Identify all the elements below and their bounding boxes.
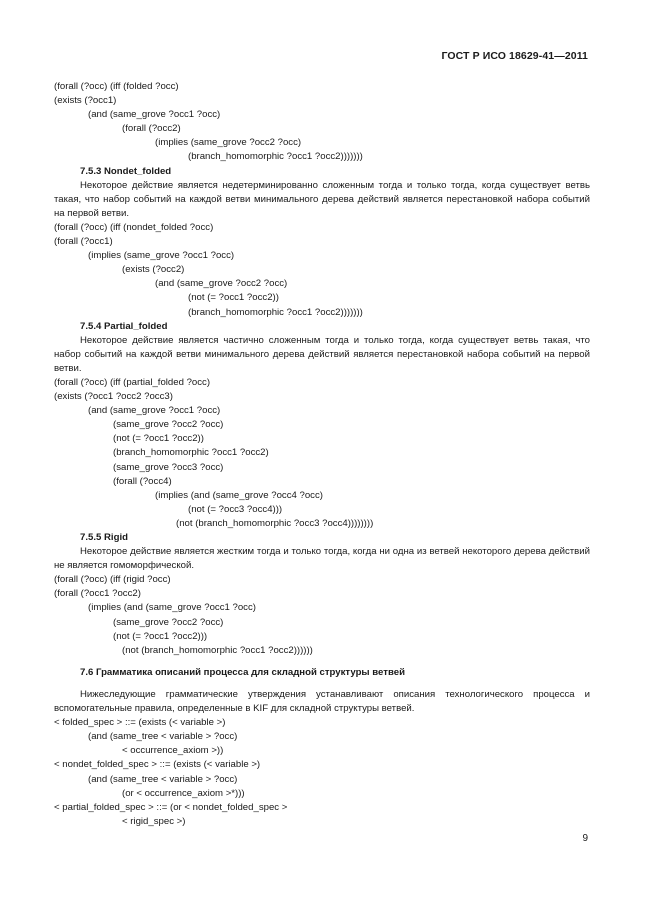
code-line: (exists (?occ2)	[122, 264, 185, 276]
paragraph: Нижеследующие грамматические утверждения устанавливают описания технологического процесса и вспомогательные правила, определенные в KIF для складной структуры ветвей.	[54, 688, 590, 715]
code-line: (not (branch_homomorphic ?occ1 ?occ2))))))	[122, 644, 313, 656]
code-line: (not (= ?occ1 ?occ2))	[188, 292, 279, 304]
code-line: (not (= ?occ1 ?occ2)))	[113, 630, 208, 642]
document-body	[54, 80, 590, 829]
code-line: (same_grove ?occ2 ?occ)	[113, 616, 224, 628]
code-line: (and (same_grove ?occ2 ?occ)	[155, 278, 288, 290]
paragraph: Некоторое действие является жестким тогда и только тогда, когда ни одна из ветвей некоторого дерева действий не является гомоморфической.	[54, 546, 590, 572]
code-line: < folded_spec > ::= (exists (< variable >)	[54, 717, 226, 729]
section-heading: 7.5.4 Partial_folded	[80, 320, 168, 332]
code-line: < nondet_folded_spec > ::= (exists (< variable >)	[54, 759, 261, 771]
code-line: (forall (?occ) (iff (rigid ?occ)	[54, 574, 171, 586]
code-line: (forall (?occ) (iff (folded ?occ)	[54, 81, 179, 92]
code-line: (and (same_tree < variable > ?occ)	[88, 731, 238, 743]
section-heading: 7.5.5 Rigid	[80, 532, 128, 543]
code-line: (implies (and (same_grove ?occ1 ?occ)	[88, 602, 256, 614]
code-line: (not (= ?occ1 ?occ2))	[113, 433, 204, 445]
code-line: (exists (?occ1 ?occ2 ?occ3)	[54, 391, 173, 403]
code-line: (or < occurrence_axiom >*)))	[122, 787, 245, 799]
code-line: (branch_homomorphic ?occ1 ?occ2)))))))	[188, 306, 363, 318]
code-line: (exists (?occ1)	[54, 95, 117, 107]
code-line: (and (same_tree < variable > ?occ)	[88, 773, 238, 785]
code-line: (forall (?occ) (iff (nondet_folded ?occ)	[54, 221, 214, 233]
code-line: (branch_homomorphic ?occ1 ?occ2)))))))	[188, 151, 363, 163]
code-line: < occurrence_axiom >))	[122, 745, 224, 757]
section-heading: 7.5.3 Nondet_folded	[80, 165, 172, 177]
code-line: < rigid_spec >)	[122, 815, 186, 827]
code-line: < partial_folded_spec > ::= (or < nondet_folded_spec >	[54, 801, 288, 813]
page-number: 9	[582, 833, 588, 844]
code-line: (implies (same_grove ?occ1 ?occ)	[88, 250, 235, 262]
code-line: (and (same_grove ?occ1 ?occ)	[88, 109, 221, 121]
code-line: (forall (?occ1)	[54, 236, 113, 248]
paragraph: Некоторое действие является частично сложенным тогда и только тогда, когда существует ветвь такая, что набор событий на каждой ветви минимального дерева действий является перестановкой набора событий на первой ветви.	[54, 334, 590, 374]
code-line: (forall (?occ) (iff (partial_folded ?occ)	[54, 376, 211, 388]
code-line: (forall (?occ4)	[113, 475, 172, 487]
code-line: (not (= ?occ3 ?occ4)))	[188, 503, 283, 515]
section-heading: 7.6 Грамматика описаний процесса для складной структуры ветвей	[80, 666, 405, 678]
code-line: (implies (and (same_grove ?occ4 ?occ)	[155, 489, 323, 501]
code-line: (and (same_grove ?occ1 ?occ)	[88, 405, 221, 417]
paragraph: Некоторое действие является недетерминированно сложенным тогда и только тогда, когда существует ветвь такая, что набор событий на каждой ветви минимального дерева действий является перестановкой набора событий на первой ветви.	[54, 179, 590, 219]
code-line: (forall (?occ2)	[122, 123, 181, 135]
code-line: (implies (same_grove ?occ2 ?occ)	[155, 137, 302, 149]
document-header: ГОСТ Р ИСО 18629-41—2011	[441, 50, 588, 62]
code-line: (forall (?occ1 ?occ2)	[54, 588, 141, 600]
code-line: (same_grove ?occ3 ?occ)	[113, 461, 224, 473]
code-line: (same_grove ?occ2 ?occ)	[113, 419, 224, 431]
code-line: (not (branch_homomorphic ?occ3 ?occ4))))))))	[176, 517, 374, 529]
code-line: (branch_homomorphic ?occ1 ?occ2)	[113, 447, 269, 459]
